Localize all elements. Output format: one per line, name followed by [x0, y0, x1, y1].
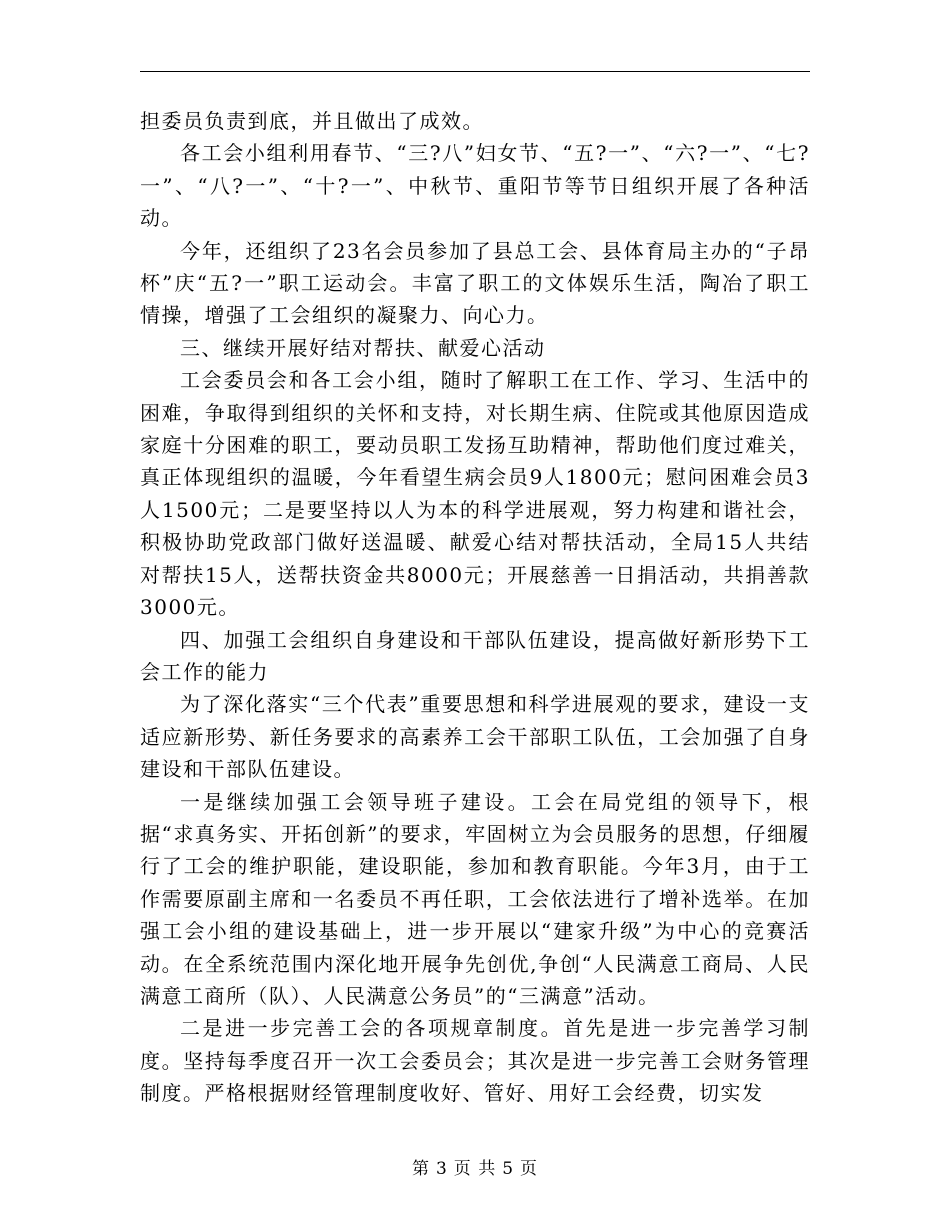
- paragraph-4: 工会委员会和各工会小组，随时了解职工在工作、学习、生活中的困难，争取得到组织的关怀和支持，对长期生病、住院或其他原因造成家庭十分困难的职工，要动员职工发扬互助精神，帮助他们度过难关，真正体现组织的温暖，今年看望生病会员9人1800元；慰问困难会员3人1500元；二是要坚持以人为本的科学进展观，努力构建和谐社会，积极协助党政部门做好送温暖、献爱心结对帮扶活动，全局15人共结对帮扶15人，送帮扶资金共8000元；开展慈善一日捐活动，共捐善款3000元。: [140, 368, 810, 620]
- page-footer: [0, 1154, 950, 1179]
- footer-suffix: 页: [520, 1159, 539, 1179]
- paragraph-1: 担委员负责到底，并且做出了成效。: [140, 109, 484, 133]
- paragraph-7: 二是进一步完善工会的各项规章制度。首先是进一步完善学习制度。坚持每季度召开一次工会委员会；其次是进一步完善工会财务管理制度。严格根据财经管理制度收好、管好、用好工会经费，切实发: [140, 1016, 810, 1106]
- section-heading-4: 四、加强工会组织自身建设和干部队伍建设，提高做好新形势下工会工作的能力: [140, 627, 810, 684]
- section-heading-3: 三、继续开展好结对帮扶、献爱心活动: [180, 335, 546, 360]
- paragraph-6: 一是继续加强工会领导班子建设。工会在局党组的领导下，根据“求真务实、开拓创新”的要求，牢固树立为会员服务的思想，仔细履行了工会的维护职能，建设职能，参加和教育职能。今年3月，由于工作需要原副主席和一名委员不再任职，工会依法进行了增补选举。在加强工会小组的建设基础上，进一步开展以“建家升级”为中心的竞赛活动。在全系统范围内深化地开展争先创优,争创“人民满意工商局、人民满意工商所（队）、人民满意公务员”的“三满意”活动。: [140, 789, 810, 1008]
- paragraph-3: 今年，还组织了23名会员参加了县总工会、县体育局主办的“子昂杯”庆“五?一”职工运动会。丰富了职工的文体娱乐生活，陶冶了职工情操，增强了工会组织的凝聚力、向心力。: [140, 238, 810, 328]
- footer-middle: 页 共: [453, 1159, 497, 1179]
- footer-page-number: 3: [435, 1159, 448, 1179]
- footer-prefix: 第: [411, 1159, 430, 1179]
- paragraph-5: 为了深化落实“三个代表”重要思想和科学进展观的要求，建设一支适应新形势、新任务要求的高素养工会干部职工队伍，工会加强了自身建设和干部队伍建设。: [140, 692, 810, 782]
- document-body: [140, 105, 810, 1110]
- paragraph-2: 各工会小组利用春节、“三?八”妇女节、“五?一”、“六?一”、“七?一”、“八?一”、“十?一”、中秋节、重阳节等节日组织开展了各种活动。: [140, 141, 810, 231]
- header-rule: [140, 71, 810, 72]
- footer-total-pages: 5: [502, 1159, 515, 1179]
